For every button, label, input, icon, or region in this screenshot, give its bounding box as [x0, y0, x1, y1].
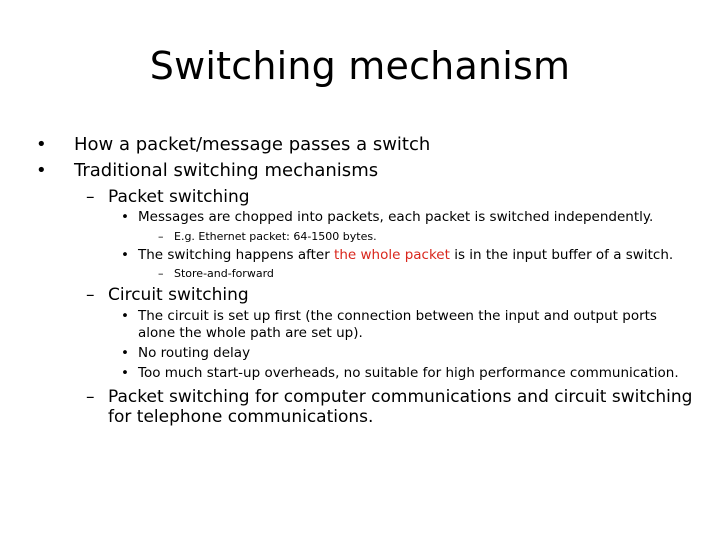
bullet-l1-traditional: [36, 159, 378, 183]
bullet-text-pre: The switching happens after: [138, 247, 335, 263]
bullet-text: Too much start-up overheads, no suitable for high performance communication.: [138, 365, 679, 381]
slide-title: Switching mechanism: [149, 44, 571, 88]
bullet-dot: •: [121, 308, 129, 324]
bullet-dash: –: [158, 267, 164, 280]
bullet-dot: •: [36, 160, 47, 181]
bullet-dot: •: [36, 134, 47, 155]
bullet-l3-no-routing-delay: [121, 345, 250, 362]
bullet-dot: •: [121, 247, 129, 263]
bullet-l4-ethernet-example: [158, 230, 377, 244]
bullet-dash: –: [86, 387, 95, 407]
bullet-l4-store-forward: [158, 267, 274, 281]
bullet-dot: •: [121, 209, 129, 225]
bullet-text: for telephone communications.: [108, 407, 374, 427]
bullet-l2-summary-cont: [108, 406, 373, 428]
bullet-l2-packet-switching: [86, 186, 250, 208]
bullet-text: The circuit is set up first (the connection between the input and output ports: [138, 308, 657, 324]
bullet-l3-circuit-setup-cont: [138, 325, 363, 342]
bullet-l3-messages-chopped: [121, 209, 653, 226]
bullet-l3-overheads: [121, 365, 679, 382]
bullet-l3-whole-packet: [121, 247, 673, 264]
bullet-text: Messages are chopped into packets, each packet is switched independently.: [138, 209, 654, 225]
bullet-l1-packet-pass: [36, 133, 430, 157]
bullet-dash: –: [86, 187, 95, 207]
bullet-dot: •: [121, 345, 129, 361]
bullet-dash: –: [158, 230, 164, 243]
bullet-text: Packet switching for computer communications and circuit switching: [108, 387, 693, 407]
bullet-text: E.g. Ethernet packet: 64-1500 bytes.: [174, 230, 377, 243]
bullet-text: No routing delay: [138, 345, 251, 361]
bullet-l3-circuit-setup: [121, 308, 657, 325]
bullet-text: alone the whole path are set up).: [138, 325, 363, 341]
bullet-text: Circuit switching: [108, 285, 249, 305]
bullet-text: How a packet/message passes a switch: [74, 134, 431, 155]
bullet-l2-summary: [86, 386, 692, 408]
bullet-text: Packet switching: [108, 187, 250, 207]
bullet-l2-circuit-switching: [86, 284, 249, 306]
bullet-dash: –: [86, 285, 95, 305]
highlight-text: the whole packet: [334, 247, 450, 263]
bullet-text-post: is in the input buffer of a switch.: [449, 247, 674, 263]
bullet-text: Traditional switching mechanisms: [74, 160, 379, 181]
bullet-text: Store-and-forward: [174, 267, 274, 280]
bullet-dot: •: [121, 365, 129, 381]
